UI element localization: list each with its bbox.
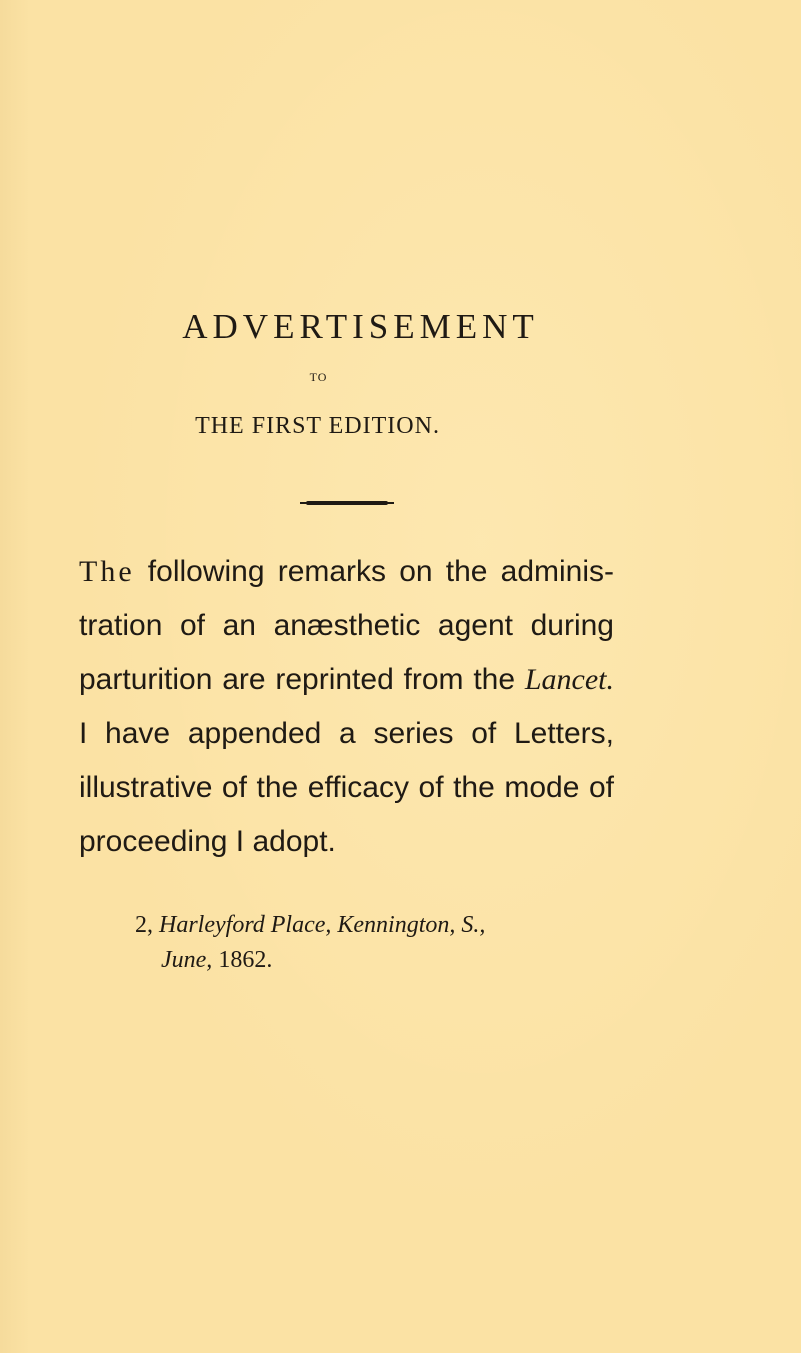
lead-word: The [79, 555, 135, 588]
date-year: 1862. [218, 947, 273, 973]
page-subtitle: THE FIRST EDITION. [195, 413, 440, 439]
page-title: ADVERTISEMENT [182, 307, 539, 346]
body-line-2: tration of an anæsthetic agent during [79, 609, 614, 642]
body-line-6: proceeding I adopt. [79, 825, 336, 858]
page-subtitle-to: TO [309, 370, 328, 384]
body-line-4: I have appended a series of Letters, [79, 717, 614, 750]
signature-address [135, 910, 485, 940]
body-line-5: illustrative of the efficacy of the mode of [79, 771, 614, 804]
body-line-3-text: parturition are reprinted from the [79, 663, 525, 696]
section-divider [306, 501, 388, 505]
signature-date [161, 945, 272, 975]
address-text: Harleyford Place, Kennington, S., [159, 912, 486, 938]
body-line-1 [79, 545, 614, 599]
body-line-1-text: following remarks on the adminis- [134, 555, 614, 588]
lancet-reference: Lancet. [524, 663, 614, 696]
date-month: June, [161, 947, 213, 973]
body-line-3 [79, 653, 614, 707]
address-number: 2, [135, 912, 153, 938]
body-paragraph [79, 545, 614, 869]
